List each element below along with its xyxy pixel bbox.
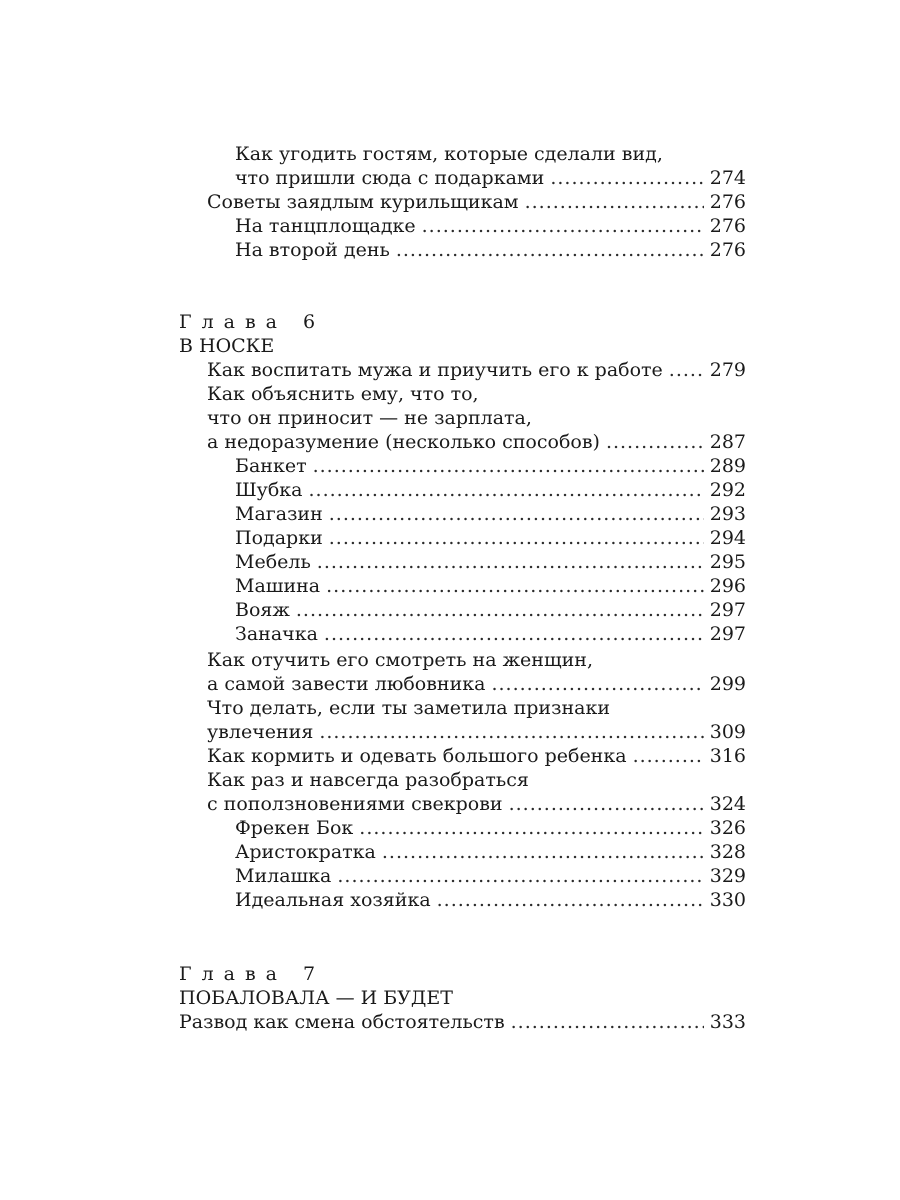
- toc-entry-title: Банкет: [235, 455, 307, 477]
- toc-subentry[interactable]: [235, 574, 746, 598]
- toc-entry-text: Как угодить гостям, которые сделали вид,: [235, 143, 663, 165]
- toc-entry-text: что он приносит — не зарплата,: [207, 407, 532, 429]
- toc-entry-title: Милашка: [235, 865, 332, 887]
- toc-entry-title: Машина: [235, 575, 321, 597]
- page-number: 324: [709, 793, 746, 815]
- leader-dots: [511, 1010, 704, 1034]
- page-number: 287: [709, 431, 746, 453]
- toc-entry[interactable]: [179, 1010, 746, 1034]
- leader-dots: [669, 358, 704, 382]
- page-number: 316: [709, 745, 746, 767]
- toc-entry[interactable]: [235, 214, 746, 238]
- toc-entry-title: Развод как смена обстоятельств: [179, 1011, 505, 1033]
- page-number: 274: [709, 167, 746, 189]
- leader-dots: [509, 792, 704, 816]
- leader-dots: [396, 238, 704, 262]
- toc-subentry[interactable]: [235, 888, 746, 912]
- toc-entry-title: Как кормить и одевать большого ребенка: [207, 745, 627, 767]
- page-number: 276: [709, 191, 746, 213]
- toc-subentry[interactable]: [235, 526, 746, 550]
- leader-dots: [319, 720, 703, 744]
- toc-entry-title: Подарки: [235, 527, 323, 549]
- toc-subentry[interactable]: [235, 816, 746, 840]
- toc-subentry[interactable]: [235, 598, 746, 622]
- toc-entry-title: Вояж: [235, 599, 290, 621]
- page-number: 297: [709, 599, 746, 621]
- toc-entry-title: Мебель: [235, 551, 311, 573]
- toc-entry-title: Заначка: [235, 623, 318, 645]
- toc-subentry[interactable]: [235, 840, 746, 864]
- toc-entry[interactable]: [207, 744, 746, 768]
- page-number: 279: [709, 359, 746, 381]
- toc-entry-title: Фрекен Бок: [235, 817, 354, 839]
- leader-dots: [296, 598, 704, 622]
- toc-entry[interactable]: [207, 720, 746, 744]
- toc-entry-title: Магазин: [235, 503, 323, 525]
- toc-entry-title: с поползновениями свекрови: [207, 793, 503, 815]
- leader-dots: [491, 672, 703, 696]
- toc-subentry[interactable]: [235, 454, 746, 478]
- leader-dots: [550, 166, 703, 190]
- toc-entry-title: Как воспитать мужа и приучить его к работе: [207, 359, 663, 381]
- toc-entry-title: Идеальная хозяйка: [235, 889, 431, 911]
- page-number: 299: [709, 673, 746, 695]
- chapter-title: В НОСКЕ: [179, 335, 275, 357]
- toc-entry[interactable]: [207, 358, 746, 382]
- leader-dots: [329, 526, 704, 550]
- leader-dots: [309, 478, 704, 502]
- page-number: 309: [709, 721, 746, 743]
- page-number: 276: [709, 215, 746, 237]
- toc-subentry[interactable]: [235, 478, 746, 502]
- page-number: 330: [709, 889, 746, 911]
- leader-dots: [525, 190, 704, 214]
- toc-entry[interactable]: [207, 792, 746, 816]
- toc-entry[interactable]: [207, 430, 746, 454]
- toc-entry-text: Как раз и навсегда разобраться: [207, 769, 529, 791]
- page-number: 292: [709, 479, 746, 501]
- toc-entry-title: а недоразумение (несколько способов): [207, 431, 600, 453]
- toc-entry[interactable]: [235, 166, 746, 190]
- chapter-title: ПОБАЛОВАЛА — И БУДЕТ: [179, 987, 453, 1009]
- leader-dots: [359, 816, 703, 840]
- leader-dots: [422, 214, 704, 238]
- page-number: 297: [709, 623, 746, 645]
- toc-entry-title: Советы заядлым курильщикам: [207, 191, 519, 213]
- page-number: 329: [709, 865, 746, 887]
- toc-subentry[interactable]: [235, 622, 746, 646]
- toc-entry-text: Что делать, если ты заметила признаки: [207, 697, 610, 719]
- toc-subentry[interactable]: [235, 550, 746, 574]
- page-number: 328: [709, 841, 746, 863]
- toc-entry-text: Как объяснить ему, что то,: [207, 383, 479, 405]
- toc-entry-title: На танцплощадке: [235, 215, 416, 237]
- page-number: 289: [709, 455, 746, 477]
- toc-entry-title: увлечения: [207, 721, 314, 743]
- page-number: 276: [709, 239, 746, 261]
- page-number: 296: [709, 575, 746, 597]
- toc-subentry[interactable]: [235, 864, 746, 888]
- toc-entry[interactable]: [207, 672, 746, 696]
- toc-subentry[interactable]: [235, 502, 746, 526]
- toc-entry-title: а самой завести любовника: [207, 673, 486, 695]
- page-number: 333: [709, 1011, 746, 1033]
- leader-dots: [437, 888, 704, 912]
- toc-entry-text: Как отучить его смотреть на женщин,: [207, 649, 593, 671]
- page-number: 293: [709, 503, 746, 525]
- leader-dots: [633, 744, 704, 768]
- leader-dots: [329, 502, 704, 526]
- toc-entry[interactable]: [235, 238, 746, 262]
- leader-dots: [317, 550, 704, 574]
- toc-entry-title: Шубка: [235, 479, 303, 501]
- chapter-label: Глава 7: [179, 963, 326, 985]
- page-number: 295: [709, 551, 746, 573]
- leader-dots: [606, 430, 704, 454]
- leader-dots: [324, 622, 704, 646]
- toc-entry-title: На второй день: [235, 239, 390, 261]
- toc-entry[interactable]: [207, 190, 746, 214]
- leader-dots: [337, 864, 703, 888]
- leader-dots: [382, 840, 704, 864]
- page-number: 326: [709, 817, 746, 839]
- toc-entry-title: Аристократка: [235, 841, 376, 863]
- chapter-label: Глава 6: [179, 311, 326, 333]
- leader-dots: [326, 574, 704, 598]
- leader-dots: [313, 454, 704, 478]
- toc-entry-title: что пришли сюда с подарками: [235, 167, 545, 189]
- page-number: 294: [709, 527, 746, 549]
